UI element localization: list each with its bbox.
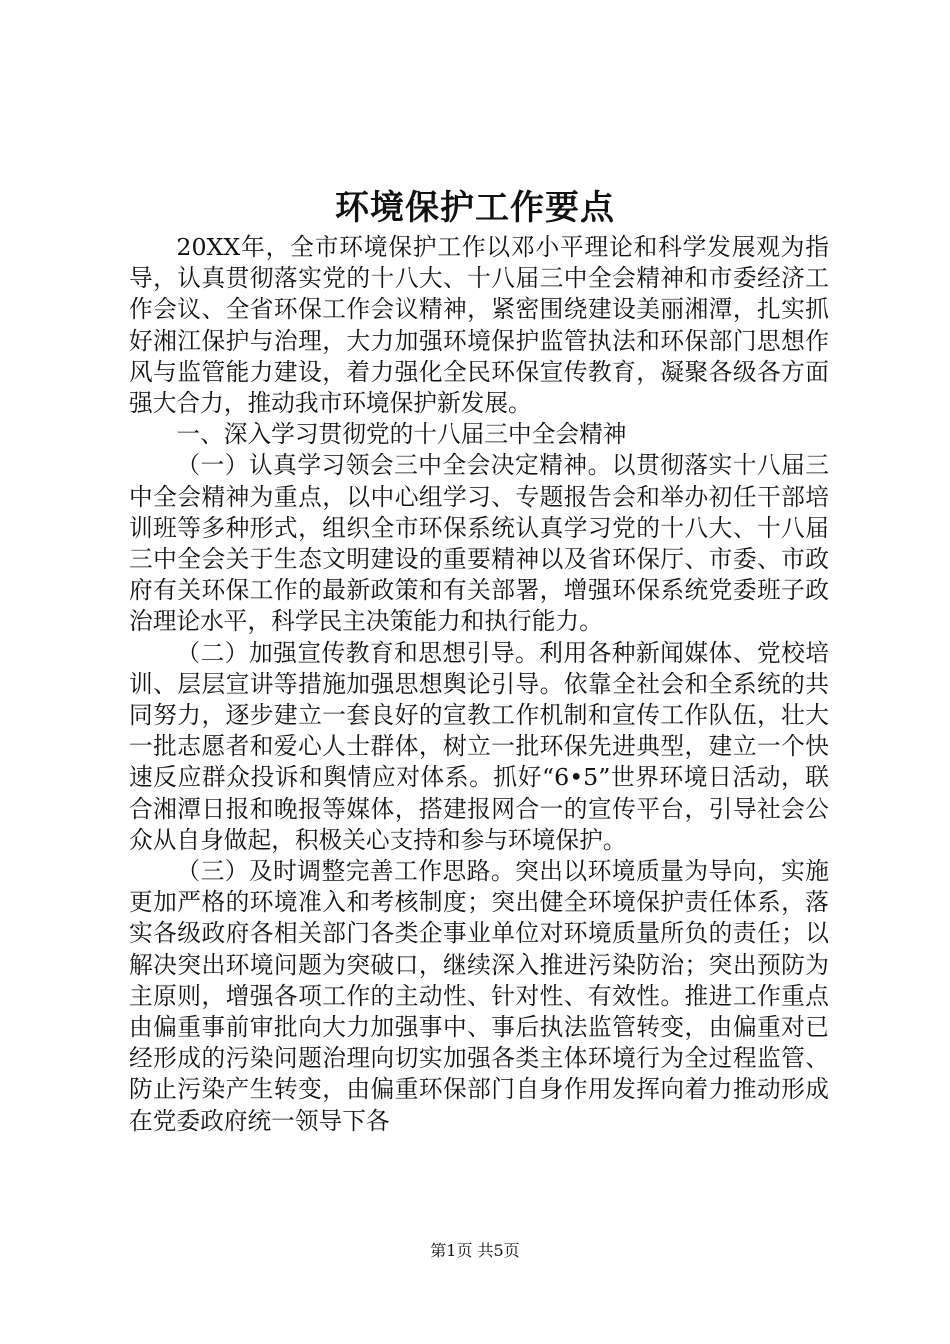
document-title: 环境保护工作要点 [335, 188, 615, 228]
document-body [129, 232, 829, 1137]
paragraph-item-3: （三）及时调整完善工作思路。突出以环境质量为导向，实施更加严格的环境准入和考核制度；突出健全环境保护责任体系，落实各级政府各相关部门各类企事业单位对环境质量所负的责任；以解决突出环境问题为突破口，继续深入推进污染防治；突出预防为主原则，增强各项工作的主动性、针对性、有效性。推进工作重点由偏重事前审批向大力加强事中、事后执法监管转变，由偏重对已经形成的污染问题治理向切实加强各类主体环境行为全过程监管、防止污染产生转变，由偏重环保部门自身作用发挥向着力推动形成在党委政府统一领导下各 [129, 857, 829, 1135]
paragraph-intro: 20XX年，全市环境保护工作以邓小平理论和科学发展观为指导，认真贯彻落实党的十八大、十八届三中全会精神和市委经济工作会议、全省环保工作会议精神，紧密围绕建设美丽湘潭，扎实抓好湘江保护与治理，大力加强环境保护监管执法和环保部门思想作风与监管能力建设，着力强化全民环保宣传教育，凝聚各级各方面强大合力，推动我市环境保护新发展。 [129, 233, 829, 418]
section-heading: 一、深入学习贯彻党的十八届三中全会精神 [176, 420, 627, 449]
page-number-footer: 第1页 共5页 [430, 1241, 520, 1260]
paragraph-item-2: （二）加强宣传教育和思想引导。利用各种新闻媒体、党校培训、层层宣讲等措施加强思想舆论引导。依靠全社会和全系统的共同努力，逐步建立一套良好的宣教工作机制和宣传工作队伍，壮大一批志愿者和爱心人士群体，树立一批环保先进典型，建立一个快速反应群众投诉和舆情应对体系。抓好“6•5”世界环境日活动，联合湘潭日报和晚报等媒体，搭建报网合一的宣传平台，引导社会公众从自身做起，积极关心支持和参与环境保护。 [129, 638, 829, 854]
paragraph-item-1: （一）认真学习领会三中全会决定精神。以贯彻落实十八届三中全会精神为重点，以中心组学习、专题报告会和举办初任干部培训班等多种形式，组织全市环保系统认真学习党的十八大、十八届三中全会关于生态文明建设的重要精神以及省环保厅、市委、市政府有关环保工作的最新政策和有关部署，增强环保系统党委班子政治理论水平，科学民主决策能力和执行能力。 [129, 451, 829, 636]
